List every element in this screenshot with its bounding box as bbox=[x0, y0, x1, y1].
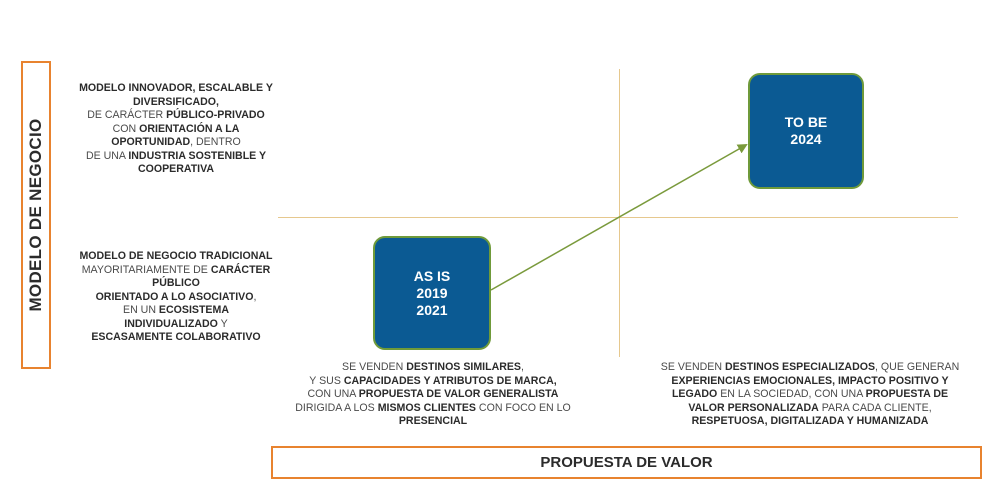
text-line bbox=[625, 415, 995, 429]
to-be-label: TO BE bbox=[784, 114, 828, 130]
y-axis-label: MODELO DE NEGOCIO bbox=[26, 118, 45, 312]
text-run: Y bbox=[217, 317, 228, 330]
text-line bbox=[625, 402, 995, 416]
bold-text-run: LEGADO bbox=[671, 388, 718, 400]
bold-text-run: ECOSISTEMA bbox=[158, 304, 229, 316]
text-run: EN LA SOCIEDAD, CON UNA bbox=[717, 388, 866, 400]
current-value-proposition-description bbox=[268, 361, 598, 429]
text-run: CON UNA bbox=[307, 388, 359, 400]
bold-text-run: DIVERSIFICADO, bbox=[133, 95, 219, 108]
text-run: EN UN bbox=[123, 304, 159, 316]
text-line bbox=[268, 375, 598, 389]
bold-text-run: OPORTUNIDAD bbox=[111, 136, 191, 148]
text-run: , bbox=[521, 361, 524, 373]
bold-text-run: RESPETUOSA, DIGITALIZADA Y HUMANIZADA bbox=[691, 415, 929, 427]
text-run: SE VENDEN bbox=[342, 361, 407, 373]
as-is-year-end: 2021 bbox=[416, 301, 448, 318]
bold-text-run: DESTINOS SIMILARES bbox=[406, 361, 521, 373]
bold-text-run: PRESENCIAL bbox=[398, 415, 468, 427]
bold-text-run: MODELO DE NEGOCIO TRADICIONAL bbox=[79, 250, 273, 262]
bold-text-run: ORIENTADO A LO ASOCIATIVO bbox=[95, 290, 254, 303]
bold-text-run: CARÁCTER bbox=[210, 263, 271, 276]
bold-text-run: INDIVIDUALIZADO bbox=[124, 317, 218, 330]
text-run: SE VENDEN bbox=[660, 361, 725, 373]
as-is-year-start: 2019 bbox=[416, 284, 448, 301]
bold-text-run: MODELO INNOVADOR, ESCALABLE Y bbox=[79, 82, 273, 94]
text-run: , QUE GENERAN bbox=[875, 361, 960, 373]
text-run: Y SUS bbox=[309, 374, 344, 387]
text-run: , bbox=[253, 290, 257, 303]
bold-text-run: INDUSTRIA SOSTENIBLE Y bbox=[128, 149, 267, 162]
future-value-proposition-description bbox=[625, 361, 995, 429]
bold-text-run: PROPUESTA DE VALOR GENERALISTA bbox=[358, 388, 559, 400]
text-run: CON FOCO EN LO bbox=[475, 401, 571, 414]
to-be-year: 2024 bbox=[790, 131, 822, 147]
bold-text-run: DESTINOS ESPECIALIZADOS bbox=[724, 361, 876, 373]
bold-text-run: VALOR PERSONALIZADA bbox=[688, 401, 819, 414]
text-run: DE CARÁCTER bbox=[87, 109, 167, 121]
text-line bbox=[625, 375, 995, 389]
x-axis-label: PROPUESTA DE VALOR bbox=[540, 454, 713, 471]
bold-text-run: COOPERATIVA bbox=[137, 163, 215, 175]
arrow-line bbox=[491, 145, 746, 290]
bold-text-run: ESCASAMENTE COLABORATIVO bbox=[91, 331, 261, 343]
bold-text-run: PÚBLICO-PRIVADO bbox=[166, 109, 265, 121]
bold-text-run: MISMOS CLIENTES bbox=[377, 401, 476, 414]
to-be-box bbox=[748, 73, 864, 189]
bold-text-run: ORIENTACIÓN A LA bbox=[139, 122, 240, 135]
text-line bbox=[625, 361, 995, 375]
text-run: CON bbox=[112, 122, 140, 135]
text-line bbox=[625, 388, 995, 402]
text-run: DIRIGIDA A LOS bbox=[295, 401, 378, 414]
bold-text-run: EXPERIENCIAS EMOCIONALES, IMPACTO POSITIVO Y bbox=[671, 374, 949, 387]
as-is-box bbox=[373, 236, 491, 350]
propuesta-de-valor-axis-box bbox=[271, 446, 982, 479]
bold-text-run: CAPACIDADES Y ATRIBUTOS DE MARCA, bbox=[343, 374, 557, 387]
text-run: PARA CADA CLIENTE, bbox=[818, 401, 932, 414]
bold-text-run: PÚBLICO bbox=[152, 277, 200, 289]
text-line bbox=[268, 402, 598, 416]
text-run: DE UNA bbox=[85, 149, 129, 162]
text-run: MAYORITARIAMENTE DE bbox=[81, 263, 211, 276]
text-line bbox=[268, 415, 598, 429]
as-is-label: AS IS bbox=[413, 267, 451, 284]
bold-text-run: PROPUESTA DE bbox=[865, 388, 949, 400]
text-line bbox=[268, 361, 598, 375]
text-run: , DENTRO bbox=[190, 136, 241, 148]
text-line bbox=[268, 388, 598, 402]
